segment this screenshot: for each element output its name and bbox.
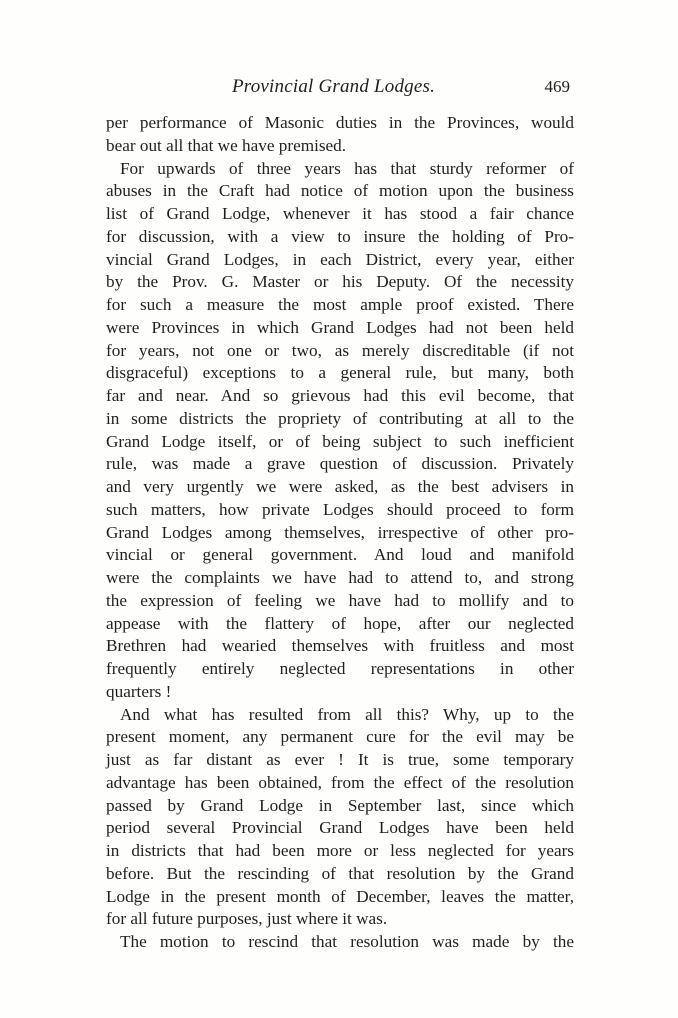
running-head <box>106 76 574 104</box>
text-line: Grand Lodges among themselves, irrespective of other pro- <box>106 522 574 542</box>
text-line: for such a measure the most ample proof existed. There <box>106 295 574 314</box>
text-line: before. But the rescinding of that resolution by the Grand <box>106 863 574 883</box>
text-line: far and near. And so grievous had this evil become, that <box>106 386 574 405</box>
text-line: per performance of Masonic duties in the Provinces, would <box>106 113 574 132</box>
text-line: for all future purposes, just where it was. <box>106 909 388 929</box>
text-line: the expression of feeling we have had to mollify and to <box>106 590 574 610</box>
text-line: in some districts the propriety of contributing at all to the <box>106 408 574 428</box>
text-line: such matters, how private Lodges should proceed to form <box>106 499 574 519</box>
running-title: Provincial Grand Lodges. <box>232 76 436 97</box>
text-line: Lodge in the present month of December, leaves the matter, <box>106 886 574 906</box>
text-line: just as far distant as ever ! It is true, some temporary <box>106 750 574 769</box>
text-line: vincial or general government. And loud and manifold <box>106 545 574 565</box>
text-line: and very urgently we were asked, as the best advisers in <box>106 477 574 496</box>
text-line: quarters ! <box>106 681 172 701</box>
text-line: vincial Grand Lodges, in each District, every year, either <box>106 249 574 269</box>
text-line: were the complaints we have had to attend to, and strong <box>106 568 574 587</box>
text-line: advantage has been obtained, from the effect of the resolution <box>106 772 574 792</box>
text-line: frequently entirely neglected representations in other <box>106 659 574 678</box>
page-number: 469 <box>544 77 570 96</box>
text-line: The motion to rescind that resolution was made by the <box>120 932 574 951</box>
text-line: bear out all that we have premised. <box>106 135 347 155</box>
text-line: disgraceful) exceptions to a general rule, but many, both <box>106 363 574 383</box>
text-line: abuses in the Craft had notice of motion upon the business <box>106 181 574 201</box>
text-line: Brethren had wearied themselves with fruitless and most <box>106 636 574 656</box>
text-line: For upwards of three years has that sturdy reformer of <box>120 158 574 178</box>
text-line: period several Provincial Grand Lodges have been held <box>106 818 574 838</box>
text-line: list of Grand Lodge, whenever it has stood a fair chance <box>106 204 574 223</box>
text-line: in districts that had been more or less neglected for years <box>106 841 574 860</box>
text-line: present moment, any permanent cure for the evil may be <box>106 727 574 747</box>
text-line: for discussion, with a view to insure the holding of Pro- <box>106 226 574 246</box>
text-line: were Provinces in which Grand Lodges had not been held <box>106 317 574 337</box>
text-line: And what has resulted from all this? Why, up to the <box>120 704 574 724</box>
text-line: rule, was made a grave question of discussion. Privately <box>106 454 574 474</box>
body-text <box>106 112 574 954</box>
text-line: by the Prov. G. Master or his Deputy. Of the necessity <box>106 272 574 292</box>
text-line: passed by Grand Lodge in September last, since which <box>106 795 574 815</box>
text-line: for years, not one or two, as merely discreditable (if not <box>106 340 574 360</box>
text-line: Grand Lodge itself, or of being subject to such inefficient <box>106 431 574 451</box>
text-line: appease with the flattery of hope, after our neglected <box>106 613 574 633</box>
